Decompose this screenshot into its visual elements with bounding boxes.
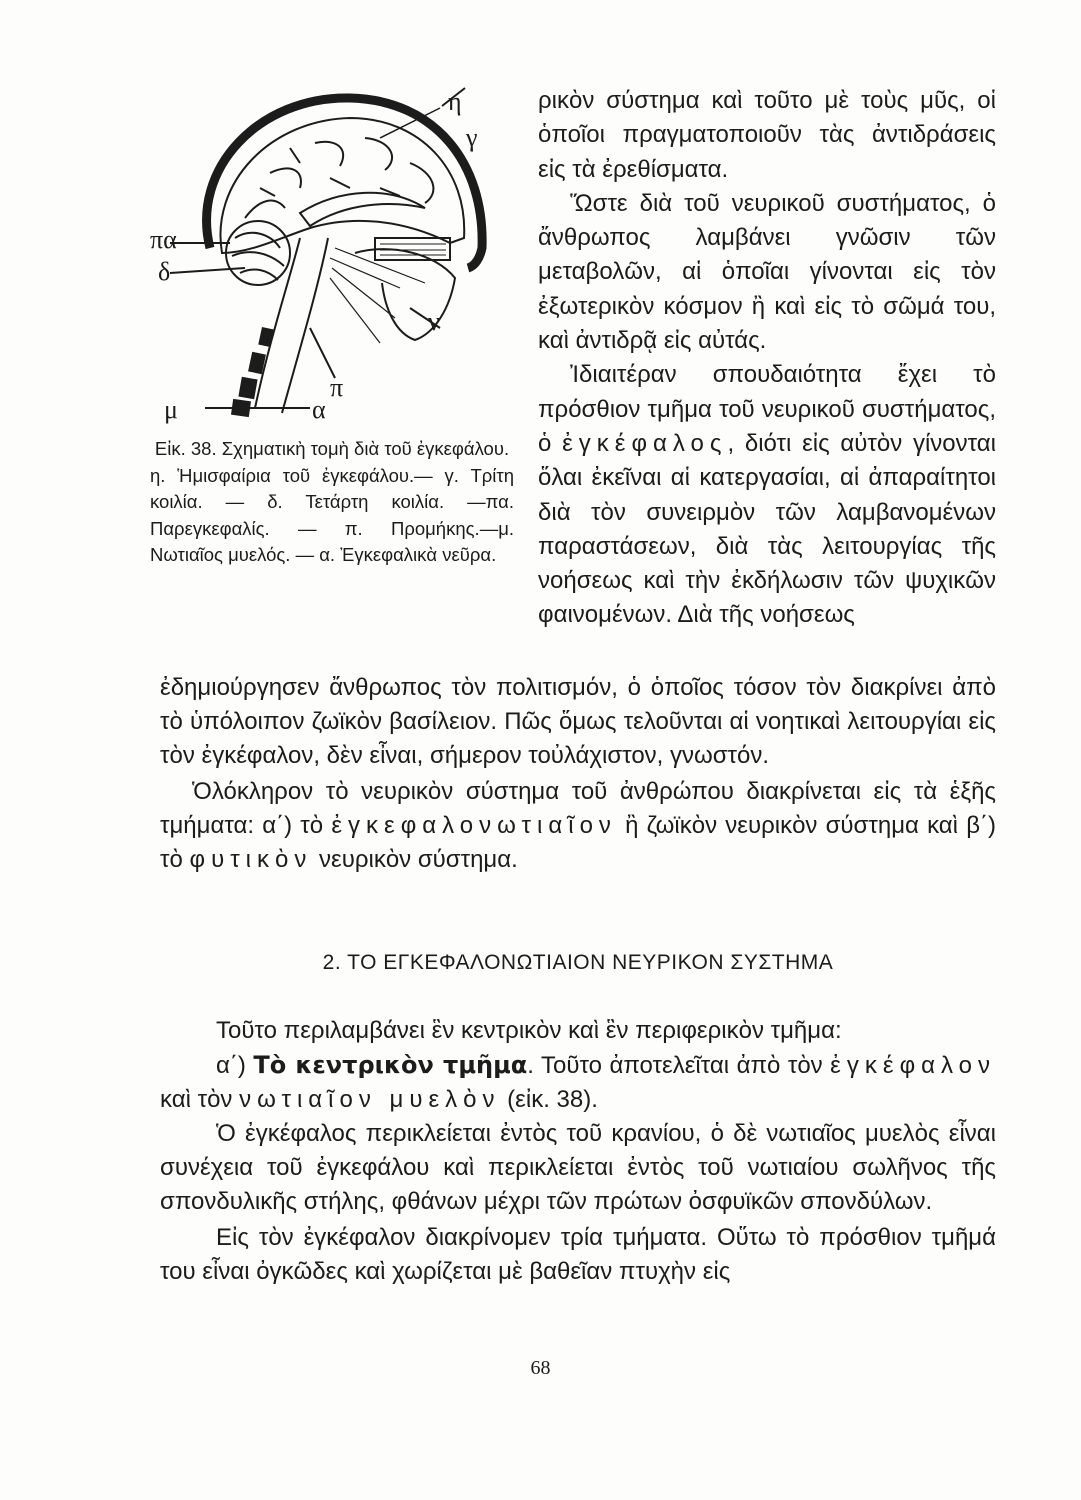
label-pi: π xyxy=(330,373,344,402)
para-c-spaced-1: ἐγκέφαλον xyxy=(830,1052,996,1079)
paragraph-central xyxy=(160,1048,996,1117)
paragraph-2: Ὥστε διὰ τοῦ νευρικοῦ συστήματος, ὁ ἄνθρωπος λαμβάνει γνῶσιν τῶν μεταβολῶν, αἱ ὁποῖαι γίνονται εἰς τὸν ἐξωτερικὸν κόσμον ἢ καὶ εἰς τὸ σῶμά του, καὶ ἀντιδρᾷ εἰς αὐτάς. xyxy=(538,189,996,355)
paragraph-spinal: Ὁ ἐγκέφαλος περικλείεται ἐντὸς τοῦ κρανίου, ὁ δὲ νωτιαῖος μυελὸς εἶναι συνέχεια τοῦ ἐγκεφάλου καὶ περικλείεται ἐντὸς τοῦ νωτιαίου σωλῆνος τῆς σπονδυλικῆς στήλης, φθάνων μέχρι τῶν πρώτων ὀσφυϊκῶν σπονδύλων. xyxy=(160,1120,996,1215)
para-a-mid: ἢ ζωϊκὸν νευρικὸν σύστημα καὶ β΄) τὸ xyxy=(160,812,996,873)
paragraph-divisions xyxy=(160,775,996,877)
label-mu: μ xyxy=(164,395,178,424)
brain-section-figure xyxy=(150,78,510,438)
skull-outline xyxy=(207,98,483,268)
figure-caption xyxy=(150,436,514,569)
brain-diagram xyxy=(150,78,510,438)
paragraph-brain-parts: Εἰς τὸν ἐγκέφαλον διακρίνομεν τρία τμήματα. Οὕτω τὸ πρόσθιον τμῆμά του εἶναι ὀγκῶδες καὶ χωρίζεται μὲ βαθεῖαν πτυχὴν εἰς xyxy=(160,1224,996,1285)
full-width-block-2 xyxy=(160,1014,996,1289)
paragraph-1: ρικὸν σύστημα καὶ τοῦτο μὲ τοὺς μῦς, οἱ ὁποῖοι πραγματοποιοῦν τὰς ἀντιδράσεις εἰς τὰ ἐρεθίσματα. xyxy=(538,87,996,183)
label-gamma: γ xyxy=(466,123,478,152)
p3-spaced: ἐγκέφαλος xyxy=(562,429,728,457)
section-heading: 2. ΤΟ ΕΓΚΕΦΑΛΟΝΩΤΙΑΙΟΝ ΝΕΥΡΙΚΟΝ ΣΥΣΤΗΜΑ xyxy=(322,951,834,974)
page-number: 68 xyxy=(530,1357,551,1379)
para-a-spaced-1: ἐγκεφαλονωτιαῖον xyxy=(331,812,617,839)
p3-after: , διότι εἰς αὐτὸν γίνονται ὅλαι ἐκεῖναι αἱ κατεργασίαι, αἱ ἀπαραίτητοι διὰ τὸν συνειρμὸν τῶν λαμβανομένων παραστάσεων, διὰ τὰς λειτουργίας τῆς νοήσεως καὶ τὴν ἐκδήλωσιν τῶν ψυχικῶν φαινομένων. Διὰ τῆς νοήσεως xyxy=(538,429,996,629)
label-pa: πα xyxy=(150,225,177,254)
label-nu: ν xyxy=(428,307,440,336)
para-c-and: καὶ τὸν xyxy=(160,1086,240,1113)
para-c-bold: Τὸ κεντρικὸν τμῆμα xyxy=(253,1051,528,1079)
label-delta: δ xyxy=(158,257,171,286)
para-c-label: α΄) xyxy=(216,1052,246,1079)
para-a-spaced-2: φυτικὸν xyxy=(189,846,313,873)
continuation-paragraph: ἐδημιούργησεν ἄνθρωπος τὸν πολιτισμόν, ὁ ὁποῖος τόσον τὸν διακρίνει ἀπὸ τὸ ὑπόλοιπον ζωϊκὸν βασίλειον. Πῶς ὅμως τελοῦνται αἱ νοητικαὶ λειτουργίαι εἰς τὸν ἐγκέφαλον, δὲν εἶναι, σήμερον τοὐλάχιστον, γνωστόν. xyxy=(160,674,996,769)
para-c-mid: . Τοῦτο ἀποτελεῖται ἀπὸ τὸν xyxy=(527,1052,831,1079)
para-a-start: Ὁλόκληρον τὸ νευρικὸν σύστημα τοῦ ἀνθρώπου διακρίνεται εἰς τὰ ἑξῆς τμήματα: α΄) τὸ xyxy=(160,778,996,839)
caption-title: Εἰκ. 38. Σχηματικὴ τομὴ διὰ τοῦ ἐγκεφάλου. xyxy=(154,438,510,459)
para-c-end: (εἰκ. 38). xyxy=(500,1086,598,1113)
right-column-text xyxy=(538,84,996,633)
label-eta: η xyxy=(448,87,462,116)
paragraph-3 xyxy=(538,358,996,632)
label-alpha: α xyxy=(312,395,326,424)
para-c-spaced-2: νωτιαῖον μυελὸν xyxy=(239,1086,501,1113)
paragraph-intro: Τοῦτο περιλαμβάνει ἓν κεντρικὸν καὶ ἓν περιφερικὸν τμῆμα: xyxy=(216,1017,842,1044)
para-a-end: νευρικὸν σύστημα. xyxy=(312,846,518,873)
full-width-block-1 xyxy=(160,671,996,877)
brainstem xyxy=(255,238,328,413)
p3-before: Ἰδιαιτέραν σπουδαιότητα ἔχει τὸ πρόσθιον τμῆμα τοῦ νευρικοῦ συστήματος, ὁ xyxy=(538,361,996,457)
caption-legend: η. Ἡμισφαίρια τοῦ ἐγκεφάλου.— γ. Τρίτη κοιλία. — δ. Τετάρτη κοιλία. —πα. Παρεγκεφαλίς. — π. Προμήκης.—μ. Νωτιαῖος μυελός. — α. Ἐγκεφαλικὰ νεῦρα. xyxy=(150,464,514,565)
